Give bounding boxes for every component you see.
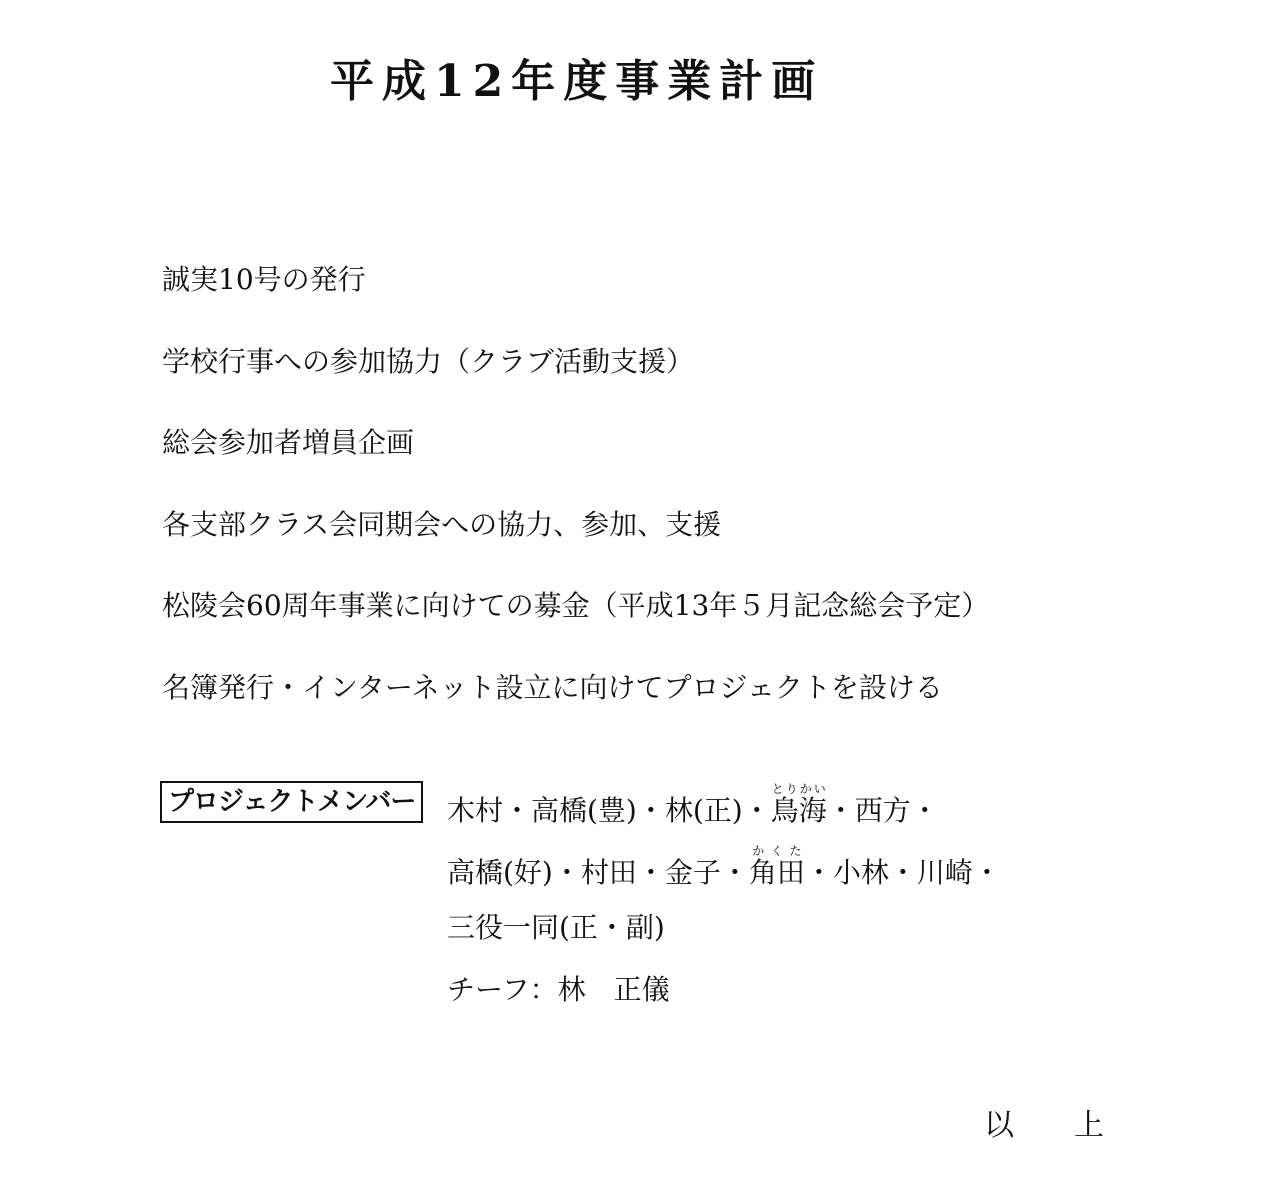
furigana: かくた (748, 844, 805, 858)
member-name-with-reading (770, 782, 827, 827)
document-title: 平成12年度事業計画 (330, 56, 824, 107)
plan-item: 誠実10号の発行 (162, 263, 366, 296)
member-names: 木村・高橋(豊)・林(正)・ (447, 794, 771, 827)
plan-item: 各支部クラス会同期会への協力、参加、支援 (162, 507, 722, 541)
plan-list (162, 258, 989, 747)
plan-item: 総会参加者増員企画 (162, 426, 415, 459)
closing-mark (984, 1104, 1104, 1148)
member-names: ・西方・ (826, 794, 939, 827)
member-name: 角田 (748, 856, 805, 889)
closing-left: 以 (984, 1108, 1014, 1143)
member-names: 高橋(好)・村田・金子・ (447, 856, 749, 889)
plan-item: 名簿発行・インターネット設立に向けてプロジェクトを設ける (162, 670, 943, 704)
plan-item: 松陵会60周年事業に向けての募金（平成13年５月記念総会予定） (162, 589, 990, 622)
chief-line: チーフ：林 正儀 (447, 973, 670, 1006)
member-line (447, 844, 1001, 888)
furigana: とりかい (770, 782, 827, 796)
member-line (447, 782, 1001, 826)
project-member-label: プロジェクトメンバー (160, 781, 423, 823)
member-name-with-reading (748, 844, 805, 889)
project-member-list (447, 782, 1001, 1030)
member-names: ・小林・川崎・ (804, 856, 1001, 889)
member-name: 鳥海 (770, 794, 827, 827)
closing-right: 上 (1074, 1108, 1104, 1143)
member-line: 三役一同(正・副) (447, 911, 665, 944)
plan-item: 学校行事への参加協力（クラブ活動支援） (162, 344, 695, 378)
